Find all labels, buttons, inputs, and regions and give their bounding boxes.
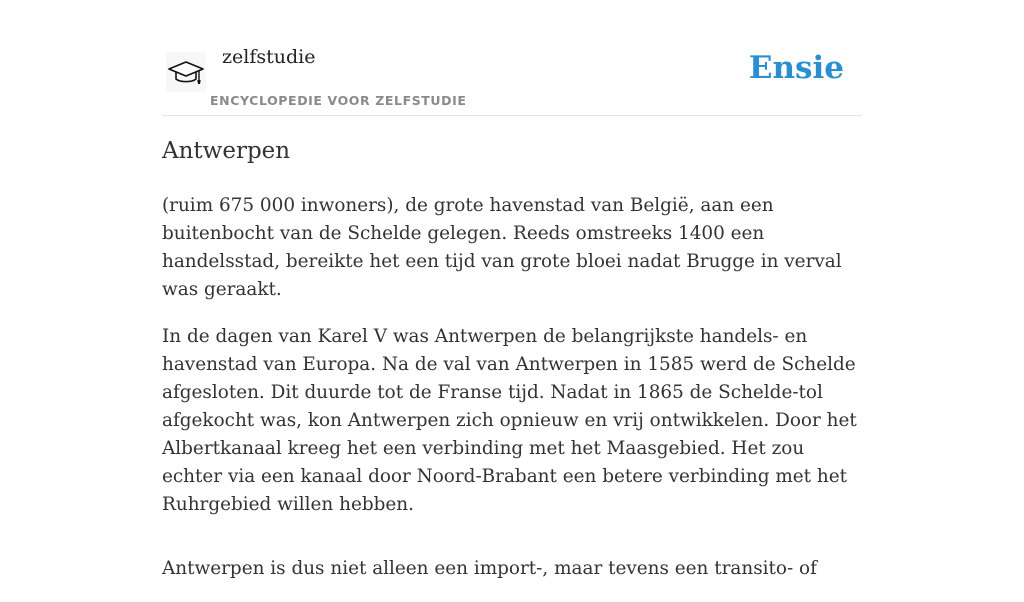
article-paragraph: Antwerpen is dus niet alleen een import-, maar tevens een transito- of	[162, 558, 817, 579]
article-body	[162, 192, 867, 602]
site-header	[162, 40, 862, 116]
article-title: Antwerpen	[162, 138, 291, 164]
site-tagline: ENCYCLOPEDIE VOOR ZELFSTUDIE	[210, 93, 467, 108]
site-logo[interactable]	[166, 52, 206, 92]
brand-logo-link[interactable]: Ensie	[748, 50, 844, 86]
article-paragraph: In de dagen van Karel V was Antwerpen de belangrijkste handels- en havenstad van Europa. Na de val van Antwerpen in 1585 werd de Schelde afgesloten. Dit duurde tot de Franse tijd. Nadat in 1865 de Schelde-tol afgekocht was, kon Antwerpen zich opnieuw en vrij ontwikkelen. Door het Albertkanaal kreeg het een verbinding met het Maasgebied. Het zou echter via een kanaal door Noord-Brabant een betere verbinding met het Ruhrgebied willen hebben.	[162, 326, 857, 515]
article-paragraph: (ruim 675 000 inwoners), de grote havenstad van België, aan een buitenbocht van de Schelde gelegen. Reeds omstreeks 1400 een handelsstad, bereikte het een tijd van grote bloei nadat Brugge in verval was geraakt.	[162, 195, 842, 300]
site-name[interactable]: zelfstudie	[222, 46, 316, 68]
